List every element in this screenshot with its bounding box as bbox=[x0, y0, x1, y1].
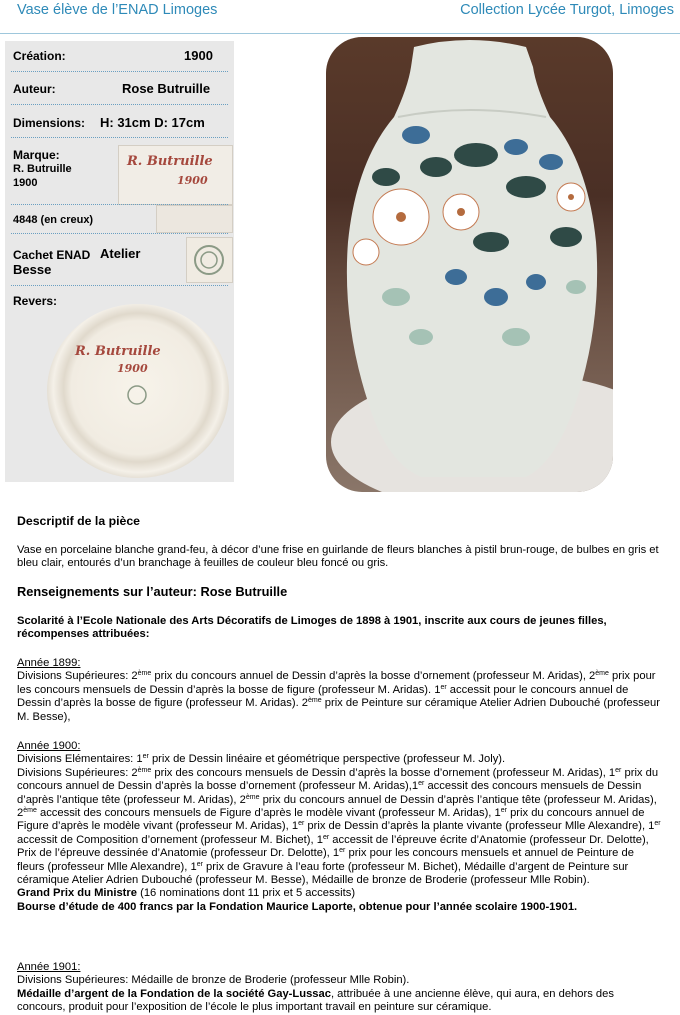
header-left-title: Vase élève de l’ENAD Limoges bbox=[17, 2, 218, 18]
mark-signature: R. Butruille bbox=[127, 154, 213, 169]
bourse-line: Bourse d’étude de 400 francs par la Fondation Maurice Laporte, obtenue pour l’année scolaire 1900-1901. bbox=[17, 900, 578, 913]
creux-label: 4848 (en creux) bbox=[13, 214, 94, 226]
year-1901-block bbox=[17, 961, 663, 1015]
year-1900-label: Année 1900: bbox=[17, 740, 81, 752]
year-1899-block bbox=[17, 657, 663, 724]
descriptif-heading: Descriptif de la pièce bbox=[17, 514, 141, 528]
year-1900-block bbox=[17, 740, 663, 914]
auteur-heading: Renseignements sur l’auteur: Rose Butruille bbox=[17, 584, 288, 599]
revers-photo bbox=[47, 304, 229, 478]
dimensions-label: Dimensions: bbox=[13, 116, 86, 130]
marque-label: Marque: bbox=[13, 148, 60, 162]
divider bbox=[11, 233, 228, 234]
divider bbox=[11, 285, 228, 286]
stamp-photo bbox=[186, 237, 233, 283]
year-1901-line1: Divisions Supérieures: Médaille de bronze de Broderie (professeur Mlle Robin). bbox=[17, 974, 410, 987]
auteur-label: Auteur: bbox=[13, 82, 56, 96]
revers-label: Revers: bbox=[13, 294, 58, 308]
year-1900-elementaires: Divisions Elémentaires: 1er prix de Dessin linéaire et géométrique perspective (professeur M. Joly). bbox=[17, 753, 506, 766]
divider bbox=[11, 104, 228, 105]
year-1901-medaille: Médaille d’argent de la Fondation de la société Gay-Lussac, attribuée à une ancienne élève, qui aura, en dehors des concours, produit pour l’exposition de l’école le plus important travail en peinture sur céramique. bbox=[17, 987, 614, 1014]
descriptif-text: Vase en porcelaine blanche grand-feu, à décor d’une frise en guirlande de fleurs blanches à pistil brun-rouge, de bulbes en gris et bleu clair, entourés d’un branchage à feuilles de couleur bleu foncé ou gris. bbox=[17, 544, 659, 570]
auteur-value: Rose Butruille bbox=[122, 81, 211, 96]
revers-year: 1900 bbox=[117, 362, 148, 375]
page-header bbox=[0, 0, 680, 28]
marque-line1: R. Butruille bbox=[13, 163, 72, 175]
mark-photo bbox=[118, 145, 233, 205]
year-1899-text: Divisions Supérieures: 2ème prix du concours annuel de Dessin d’après la bosse d’ornement (professeur M. Aridas), 2ème prix pour les concours mensuels de Dessin d’après la bosse de figure (professeur M. Aridas). 1er accessit pour le concours annuel de Dessin d’après la bosse de figure (professeur M. Aridas). 2ème prix de Peinture sur céramique Atelier Adrien Dubouché (professeur M. Besse), bbox=[17, 670, 660, 723]
enad-stamp-icon bbox=[187, 238, 232, 282]
auteur-section bbox=[17, 585, 663, 598]
header-right-title: Collection Lycée Turgot, Limoges bbox=[460, 2, 674, 18]
vase-illustration bbox=[326, 37, 613, 492]
creation-value: 1900 bbox=[184, 48, 213, 63]
vase-photo bbox=[326, 37, 613, 492]
year-1901-label: Année 1901: bbox=[17, 961, 81, 973]
dimensions-value: H: 31cm D: 17cm bbox=[100, 115, 205, 130]
info-panel bbox=[5, 41, 234, 482]
cachet-label: Cachet ENAD bbox=[13, 248, 91, 262]
revers-stamp-icon bbox=[124, 382, 150, 408]
creation-label: Création: bbox=[13, 49, 66, 63]
header-divider bbox=[0, 33, 680, 34]
atelier-line2: Besse bbox=[13, 262, 52, 277]
scolarite-text: Scolarité à l’Ecole Nationale des Arts Décoratifs de Limoges de 1898 à 1901, inscrite aux cours de jeunes filles, récompenses attribuées: bbox=[17, 615, 607, 641]
year-1899-label: Année 1899: bbox=[17, 657, 81, 669]
marque-line2: 1900 bbox=[13, 177, 38, 189]
incised-mark-photo bbox=[156, 205, 233, 233]
atelier-line1: Atelier bbox=[100, 246, 141, 261]
year-1900-superieures: Divisions Supérieures: 2ème prix des concours mensuels de Dessin d’après la bosse d’ornement (professeur M. Aridas), 1er prix du concours annuel de Dessin d’après la bosse d’ornement (professeur M. Aridas),1er accessit des concours mensuels de Dessin d’après l’antique tête (professeur M. Aridas), 2ème prix du concours annuel de Dessin d’après l’antique tête (professeur M. Aridas), 2ème accessit des concours mensuels de Figure d’après le modèle vivant (professeur M. Aridas), 1er prix du concours annuel de Figure d’après le modèle vivant (professeur M. Aridas), 1er prix de Dessin d’après la plante vivante (professeur Mlle Alexandre), 1er accessit de Composition d’ornement (professeur M. Bichet), 1er accessit de l’épreuve écrite d’Anatomie (professeur Dr. Delotte), Prix de l’épreuve dessinée d’Anatomie (professeur Dr. Delotte), 1er prix pour les concours mensuels et annuel de Peinture de fleurs (professeur Mlle Alexandre), 1er prix de Gravure à l’eau forte (professeur M. Bichet), Médaille d’argent de Peinture sur céramique Atelier Adrien Dubouché (professeur M. Besse), Médaille de bronze de Broderie (professeur Mlle Robin). bbox=[17, 766, 661, 887]
divider bbox=[11, 71, 228, 72]
descriptif-section bbox=[17, 515, 663, 528]
revers-signature: R. Butruille bbox=[75, 344, 161, 359]
grand-prix-line: Grand Prix du Ministre (16 nominations dont 11 prix et 5 accessits) bbox=[17, 887, 356, 900]
mark-year: 1900 bbox=[177, 174, 208, 187]
divider bbox=[11, 137, 228, 138]
